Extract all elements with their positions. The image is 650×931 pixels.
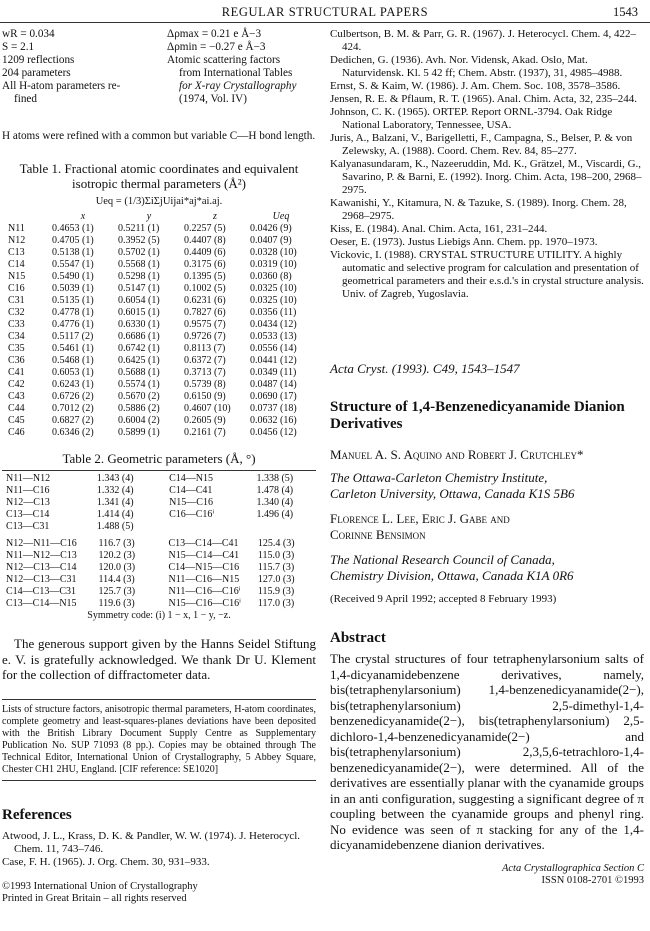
table1-header-row bbox=[6, 211, 314, 223]
table-row bbox=[6, 355, 314, 367]
table-cell: 0.6231 (6) bbox=[184, 295, 226, 306]
table-cell: 0.2605 (9) bbox=[184, 415, 226, 426]
authors-group-2 bbox=[330, 511, 644, 542]
param-line: fined bbox=[14, 93, 37, 105]
table-cell: 0.0737 (18) bbox=[250, 403, 297, 414]
table-cell: 115.7 (3) bbox=[257, 562, 295, 573]
table-cell: 0.7012 (2) bbox=[52, 403, 94, 414]
reference-item: Dedichen, G. (1936). Avh. Nor. Vidensk, Akad. Oslo, Mat. Naturvidensk. Kl. 5 42 ff; Chem. Abstr. (1937), 31, 4985–4988. bbox=[330, 54, 623, 79]
table-cell: 0.4705 (1) bbox=[52, 235, 94, 246]
table-cell: 0.0426 (9) bbox=[250, 223, 292, 234]
table-cell: 120.2 (3) bbox=[98, 550, 136, 561]
atom-label: N11 bbox=[8, 223, 25, 234]
table-cell: 1.343 (4) bbox=[96, 473, 134, 484]
table-cell: 120.0 (3) bbox=[98, 562, 136, 573]
table-cell: C16—C16ⁱ bbox=[169, 509, 215, 520]
table-cell: 115.9 (3) bbox=[257, 586, 295, 597]
table-cell: 0.0441 (12) bbox=[250, 355, 297, 366]
table-cell: 1.341 (4) bbox=[96, 497, 134, 508]
table-cell bbox=[254, 521, 316, 533]
table-cell: 1.332 (4) bbox=[96, 485, 134, 496]
param-line: S = 2.1 bbox=[2, 41, 35, 53]
table-cell: 0.0533 (13) bbox=[250, 331, 297, 342]
table-row bbox=[4, 538, 316, 550]
param-line: wR = 0.034 bbox=[2, 28, 55, 40]
table-row bbox=[6, 367, 314, 379]
reference-item: Case, F. H. (1965). J. Org. Chem. 30, 931–933. bbox=[2, 855, 210, 868]
table-cell: 0.5688 (1) bbox=[118, 367, 160, 378]
reference-item: Kiss, E. (1984). Anal. Chim. Acta, 161, 231–244. bbox=[330, 223, 548, 235]
reference-item: Culbertson, B. M. & Parr, G. R. (1967). J. Heterocycl. Chem. 4, 422–424. bbox=[330, 28, 636, 53]
table-cell: 0.6372 (7) bbox=[184, 355, 226, 366]
references-left bbox=[2, 830, 316, 869]
table-cell: 0.6243 (1) bbox=[52, 379, 94, 390]
references-heading: References bbox=[2, 806, 72, 823]
table1 bbox=[2, 161, 316, 439]
table-cell: 0.6015 (1) bbox=[118, 307, 160, 318]
table-row bbox=[6, 391, 314, 403]
table-row bbox=[6, 283, 314, 295]
affiliation-1 bbox=[330, 470, 644, 501]
table-row bbox=[4, 521, 316, 533]
table-cell: 0.5739 (8) bbox=[184, 379, 226, 390]
acknowledgement: The generous support given by the Hanns Seidel Stiftung e. V. is gratefully acknowledged. We thank Dr U. Klement for the collection of diffractometer data. bbox=[2, 636, 316, 682]
table-cell: N12—N11—C16 bbox=[6, 538, 77, 549]
table-cell: 0.5039 (1) bbox=[52, 283, 94, 294]
table-row bbox=[6, 415, 314, 427]
atom-label: C33 bbox=[8, 319, 25, 330]
copyright-footer bbox=[2, 881, 316, 905]
atom-label: C36 bbox=[8, 355, 25, 366]
table-row bbox=[6, 331, 314, 343]
table-cell: 115.0 (3) bbox=[257, 550, 295, 561]
table1-header-cell: x bbox=[80, 211, 86, 222]
table-cell: 0.0325 (10) bbox=[250, 283, 297, 294]
table-cell: 114.4 (3) bbox=[98, 574, 135, 585]
right-column bbox=[330, 28, 644, 887]
atom-label: C46 bbox=[8, 427, 25, 438]
table-cell: 0.0556 (14) bbox=[250, 343, 297, 354]
table-cell: 0.6054 (1) bbox=[118, 295, 160, 306]
params-right bbox=[167, 28, 319, 106]
table-cell: 0.0487 (14) bbox=[250, 379, 297, 390]
table-row bbox=[6, 343, 314, 355]
table-cell: 0.5670 (2) bbox=[118, 391, 160, 402]
table-row bbox=[6, 403, 314, 415]
table-cell: 0.6827 (2) bbox=[52, 415, 94, 426]
table-cell: C14—N15 bbox=[169, 473, 213, 484]
reference-item: Jensen, R. E. & Pflaum, R. T. (1965). Anal. Chim. Acta, 32, 235–244. bbox=[330, 93, 637, 105]
table2-angles bbox=[4, 538, 316, 610]
atom-label: C45 bbox=[8, 415, 25, 426]
param-line: (1974, Vol. IV) bbox=[179, 93, 247, 105]
table-cell: N12—C13—C14 bbox=[6, 562, 77, 573]
table-row bbox=[6, 235, 314, 247]
table-cell: 119.6 (3) bbox=[98, 598, 135, 609]
received-dates: (Received 9 April 1992; accepted 8 February 1993) bbox=[330, 593, 557, 605]
table-cell bbox=[167, 521, 254, 533]
table-cell: 0.4607 (10) bbox=[184, 403, 231, 414]
table-cell: 0.9575 (7) bbox=[184, 319, 226, 330]
symmetry-code: Symmetry code: (i) 1 − x, 1 − y, −z. bbox=[87, 610, 231, 621]
table-row bbox=[4, 550, 316, 562]
table-cell: 0.0349 (11) bbox=[250, 367, 297, 378]
atom-label: C34 bbox=[8, 331, 25, 342]
table-row bbox=[6, 295, 314, 307]
table-cell: 0.5135 (1) bbox=[52, 295, 94, 306]
table-cell: N11—N12—C13 bbox=[6, 550, 77, 561]
table2-caption: Table 2. Geometric parameters (Å, °) bbox=[62, 451, 256, 466]
reference-item: Atwood, J. L., Krass, D. K. & Pandler, W. W. (1974). J. Heterocycl. Chem. 11, 743–746. bbox=[2, 829, 301, 855]
table1-formula: Ueq = (1/3)ΣiΣjUijai*aj*ai.aj. bbox=[95, 196, 223, 207]
table-row bbox=[6, 259, 314, 271]
table-row bbox=[6, 379, 314, 391]
table-cell: C13—C31 bbox=[6, 521, 50, 532]
table-cell: 0.4778 (1) bbox=[52, 307, 94, 318]
table1-header-cell: y bbox=[146, 211, 152, 222]
copyright-line: ©1993 International Union of Crystallography bbox=[2, 880, 198, 892]
table-cell: 125.4 (3) bbox=[257, 538, 295, 549]
table-cell: N11—N12 bbox=[6, 473, 51, 484]
table-cell: 0.5547 (1) bbox=[52, 259, 94, 270]
table-cell: 0.4653 (1) bbox=[52, 223, 94, 234]
table1-header-cell bbox=[6, 211, 50, 223]
table-cell: 1.338 (5) bbox=[256, 473, 294, 484]
atom-label: N12 bbox=[8, 235, 26, 246]
table-cell: 0.5138 (1) bbox=[52, 247, 94, 258]
atom-label: C43 bbox=[8, 391, 25, 402]
table-cell: 0.4776 (1) bbox=[52, 319, 94, 330]
table-row bbox=[6, 319, 314, 331]
table-cell: 0.0325 (10) bbox=[250, 295, 297, 306]
table-cell: C14—C13—C31 bbox=[6, 586, 77, 597]
table-cell: 0.5568 (1) bbox=[118, 259, 160, 270]
table1-caption: Table 1. Fractional atomic coordinates and equivalent isotropic thermal parameters (Å²) bbox=[19, 161, 299, 191]
table-cell: N12—C13 bbox=[6, 497, 50, 508]
journal-section-title: REGULAR STRUCTURAL PAPERS bbox=[221, 5, 429, 19]
table-cell: 0.6150 (9) bbox=[184, 391, 226, 402]
table-cell: 0.5490 (1) bbox=[52, 271, 94, 282]
table-cell: 0.0319 (10) bbox=[250, 259, 297, 270]
param-line: for X-ray Crystallography bbox=[179, 80, 297, 92]
param-line: 204 parameters bbox=[2, 67, 71, 79]
table-row bbox=[4, 473, 316, 485]
table-row bbox=[6, 247, 314, 259]
table-cell: 0.5147 (1) bbox=[118, 283, 160, 294]
table-cell: 0.0690 (17) bbox=[250, 391, 297, 402]
affiliation-2 bbox=[330, 552, 644, 583]
atom-label: N15 bbox=[8, 271, 26, 282]
atom-label: C44 bbox=[8, 403, 25, 414]
references-right bbox=[330, 28, 644, 301]
param-line: All H-atom parameters re- bbox=[2, 80, 121, 92]
param-line: Δρmin = −0.27 e Å−3 bbox=[167, 41, 266, 53]
table-cell: 0.5702 (1) bbox=[118, 247, 160, 258]
table-cell: 0.4407 (8) bbox=[184, 235, 226, 246]
table-cell: 125.7 (3) bbox=[98, 586, 136, 597]
table-cell: N11—C16 bbox=[6, 485, 50, 496]
issn-line: ISSN 0108-2701 ©1993 bbox=[541, 874, 644, 886]
printed-line: Printed in Great Britain – all rights reserved bbox=[2, 892, 187, 904]
table-cell: 0.0328 (10) bbox=[250, 247, 297, 258]
atom-label: C41 bbox=[8, 367, 25, 378]
abstract-text: The crystal structures of four tetraphenylarsonium salts of 1,4-dicyanamidebenzene derivatives, namely, bis(tetraphenylarsonium) 1,4-benzenedicyanamide(2−), bis(tetraphenylarsonium) 2,5-dimethyl-1,4-benzenedicyanamide(2−), bis(tetraphenylarsonium) 2,5-dichloro-1,4-benzenedicyanamide(2−) and bis(tetraphenylarsonium) 2,3,5,6-tetrachloro-1,4-benzenedicyanamide(2−), were determined. All of the derivatives are essentially planar with the cyanamide groups in an anti configuration, suggesting a significant degree of π coupling between the cyanamide groups and phenyl ring. No evidence was seen of π stacking for any of the 1,4-dicyanamidebenzene dianion derivatives. bbox=[330, 651, 644, 852]
table-cell: 0.5211 (1) bbox=[118, 223, 160, 234]
article-title: Structure of 1,4-Benzenedicyanamide Dianion Derivatives bbox=[330, 398, 625, 432]
author-line: Florence L. Lee, Eric J. Gabe and bbox=[330, 511, 510, 526]
affiliation-line: Carleton University, Ottawa, Canada K1S 5B6 bbox=[330, 485, 575, 501]
affiliation-line: The Ottawa-Carleton Chemistry Institute, bbox=[330, 470, 548, 485]
table-cell: 1.496 (4) bbox=[256, 509, 294, 520]
table-cell: 0.3713 (7) bbox=[184, 367, 226, 378]
table-cell: 0.6425 (1) bbox=[118, 355, 160, 366]
affiliation-line: Chemistry Division, Ottawa, Canada K1A 0R6 bbox=[330, 567, 574, 583]
atom-label: C32 bbox=[8, 307, 25, 318]
table-cell: 0.0456 (12) bbox=[250, 427, 297, 438]
author-line: Corinne Bensimon bbox=[330, 526, 426, 542]
table-cell: 0.3175 (6) bbox=[184, 259, 226, 270]
atom-label: C42 bbox=[8, 379, 25, 390]
table-cell: 0.6686 (1) bbox=[118, 331, 160, 342]
table1-header-cell: Ueq bbox=[272, 211, 290, 222]
table-row bbox=[6, 271, 314, 283]
table-row bbox=[4, 586, 316, 598]
table-cell: 1.414 (4) bbox=[96, 509, 134, 520]
table2-bonds bbox=[4, 473, 316, 533]
table-row bbox=[6, 307, 314, 319]
table-cell: N15—C16—C16ⁱ bbox=[168, 598, 241, 609]
atom-label: C35 bbox=[8, 343, 25, 354]
atom-label: C16 bbox=[8, 283, 25, 294]
table2-rule bbox=[2, 470, 316, 471]
table-cell: 117.0 (3) bbox=[257, 598, 295, 609]
table-cell: N15—C14—C41 bbox=[168, 550, 240, 561]
table-cell: C13—C14—C41 bbox=[168, 538, 239, 549]
table-cell: C13—C14—N15 bbox=[6, 598, 77, 609]
table2 bbox=[2, 451, 316, 622]
table-cell: N15—C16 bbox=[169, 497, 213, 508]
table-cell: 0.1395 (5) bbox=[184, 271, 226, 282]
table-cell: 0.5574 (1) bbox=[118, 379, 160, 390]
table-cell: N11—C16—N15 bbox=[168, 574, 240, 585]
atom-label: C13 bbox=[8, 247, 25, 258]
table-row bbox=[4, 562, 316, 574]
reference-item: Ernst, S. & Kaim, W. (1986). J. Am. Chem. Soc. 108, 3578–3586. bbox=[330, 80, 621, 92]
table-row bbox=[4, 497, 316, 509]
table-cell: 0.7827 (6) bbox=[184, 307, 226, 318]
deposition-note: Lists of structure factors, anisotropic thermal parameters, H-atom coordinates, complete geometry and least-squares-planes deviations have been deposited with the British Library Document Supply Centre as Supplementary Publication No. SUP 71093 (8 pp.). Copies may be obtained through The Technical Editor, International Union of Crystallography, 5 Abbey Square, Chester CH1 2HU, England. [CIF reference: SE1020] bbox=[2, 699, 316, 781]
page-number: 1543 bbox=[613, 5, 638, 19]
table-row bbox=[4, 574, 316, 586]
param-line: from International Tables bbox=[179, 67, 293, 79]
table-cell: 0.0360 (8) bbox=[250, 271, 292, 282]
table-cell: 0.6330 (1) bbox=[118, 319, 160, 330]
params-left bbox=[2, 28, 162, 106]
table-cell: 0.5899 (1) bbox=[118, 427, 160, 438]
left-column bbox=[2, 28, 316, 905]
table-cell: 127.0 (3) bbox=[257, 574, 295, 585]
authors-group-1: Manuel A. S. Aquino and Robert J. Crutchley* bbox=[330, 446, 584, 462]
affiliation-line: The National Research Council of Canada, bbox=[330, 552, 555, 567]
table-cell: 116.7 (3) bbox=[98, 538, 135, 549]
abstract-heading: Abstract bbox=[330, 630, 386, 646]
table-cell: 0.2257 (5) bbox=[184, 223, 226, 234]
journal-footer bbox=[330, 863, 644, 887]
table-cell: N12—C13—C31 bbox=[6, 574, 77, 585]
table-cell: 0.5886 (2) bbox=[118, 403, 160, 414]
table1-header-cell: z bbox=[213, 211, 217, 222]
table-cell: 0.0356 (11) bbox=[250, 307, 297, 318]
table-cell: 0.9726 (7) bbox=[184, 331, 226, 342]
reference-item: Vickovic, I. (1988). CRYSTAL STRUCTURE UTILITY. A highly automatic and selective program for calculation and presentation of geometrical parameters and their e.s.d.'s in crystal structure analysis. Univ. of Zagreb, Yugoslavia. bbox=[330, 249, 644, 300]
table-cell: 0.1002 (5) bbox=[184, 283, 226, 294]
table-cell: 0.5117 (2) bbox=[52, 331, 94, 342]
table-cell: 0.6053 (1) bbox=[52, 367, 94, 378]
table-cell: 0.8113 (7) bbox=[184, 343, 226, 354]
atom-label: C31 bbox=[8, 295, 25, 306]
table-row bbox=[6, 223, 314, 235]
table-cell: 0.5298 (1) bbox=[118, 271, 160, 282]
table-cell: 0.6742 (1) bbox=[118, 343, 160, 354]
h-atoms-note: H atoms were refined with a common but variable C—H bond length. bbox=[2, 130, 316, 142]
table-cell: 0.6346 (2) bbox=[52, 427, 94, 438]
param-line: Δρmax = 0.21 e Å−3 bbox=[167, 28, 262, 40]
table-cell: 0.0434 (12) bbox=[250, 319, 297, 330]
param-line: 1209 reflections bbox=[2, 54, 75, 66]
journal-footer-line: Acta Crystallographica Section C bbox=[501, 862, 644, 874]
param-line: Atomic scattering factors bbox=[167, 54, 281, 66]
atom-label: C14 bbox=[8, 259, 25, 270]
reference-item: Oeser, E. (1973). Justus Liebigs Ann. Chem. pp. 1970–1973. bbox=[330, 236, 598, 248]
citation: Acta Cryst. (1993). C49, 1543–1547 bbox=[330, 361, 520, 376]
reference-item: Kalyanasundaram, K., Nazeeruddin, Md. K., Grätzel, M., Viscardi, G., Savarino, P. & Barni, E. (1992). Inorg. Chim. Acta, 198–200, 2968–2975. bbox=[330, 158, 642, 196]
table-cell: 0.2161 (7) bbox=[184, 427, 226, 438]
running-header bbox=[0, 4, 650, 23]
reference-item: Kawanishi, Y., Kitamura, N. & Tazuke, S. (1989). Inorg. Chem. 28, 2968–2975. bbox=[330, 197, 627, 222]
table-cell: 1.488 (5) bbox=[96, 521, 134, 532]
table-cell: 0.4409 (6) bbox=[184, 247, 226, 258]
table1-grid bbox=[6, 211, 314, 439]
table-cell: C13—C14 bbox=[6, 509, 50, 520]
table-cell: 0.6726 (2) bbox=[52, 391, 94, 402]
refinement-parameters bbox=[2, 28, 316, 134]
table-cell: C14—N15—C16 bbox=[168, 562, 240, 573]
table-cell: N11—C16—C16ⁱ bbox=[168, 586, 241, 597]
table-cell: 0.3952 (5) bbox=[118, 235, 160, 246]
table-row bbox=[6, 427, 314, 439]
reference-item: Johnson, C. K. (1965). ORTEP. Report ORNL-3794. Oak Ridge National Laboratory, Tennessee, USA. bbox=[330, 106, 613, 131]
table-cell: 0.6004 (2) bbox=[118, 415, 160, 426]
table-row bbox=[4, 509, 316, 521]
table-cell: C14—C41 bbox=[169, 485, 213, 496]
table-row bbox=[4, 485, 316, 497]
table-row bbox=[4, 598, 316, 610]
table-cell: 1.478 (4) bbox=[256, 485, 294, 496]
table-cell: 0.5468 (1) bbox=[52, 355, 94, 366]
table-cell: 1.340 (4) bbox=[256, 497, 294, 508]
table-cell: 0.5461 (1) bbox=[52, 343, 94, 354]
reference-item: Juris, A., Balzani, V., Barigelletti, F., Campagna, S., Belser, P. & von Zelewsky, A. (1988). Coord. Chem. Rev. 84, 85–277. bbox=[330, 132, 633, 157]
table-cell: 0.0407 (9) bbox=[250, 235, 292, 246]
table-cell: 0.0632 (16) bbox=[250, 415, 297, 426]
